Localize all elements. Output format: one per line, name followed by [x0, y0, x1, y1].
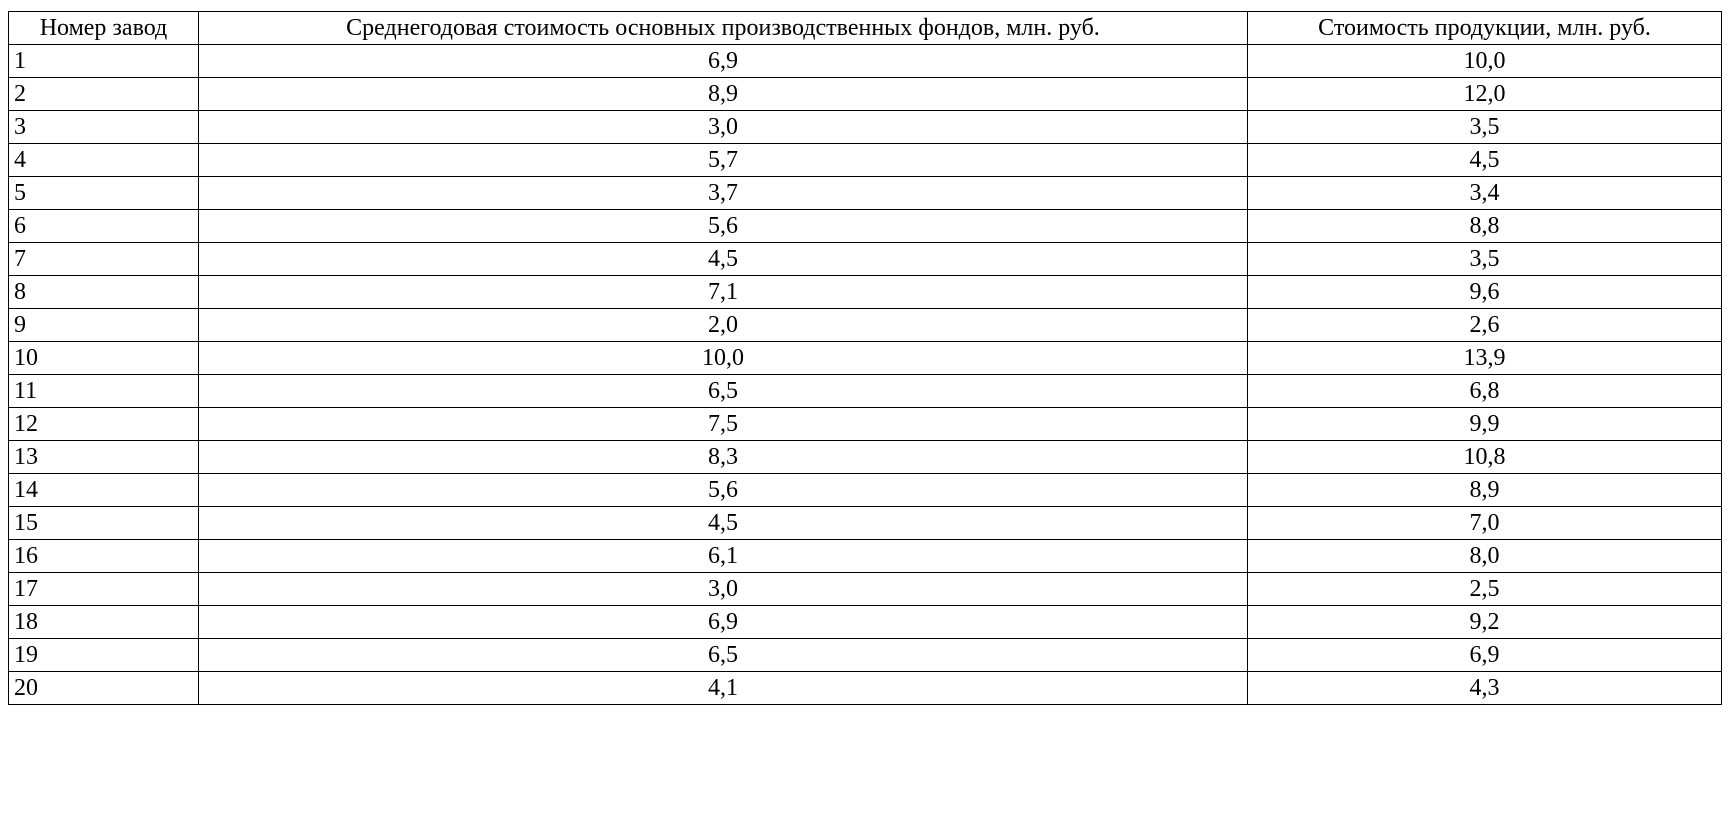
- cell-fixed-assets-cost: 3,0: [199, 573, 1248, 606]
- cell-factory-number: 9: [9, 309, 199, 342]
- factories-table: [8, 11, 1722, 705]
- table-row: [9, 177, 1722, 210]
- table-row: [9, 441, 1722, 474]
- cell-output-cost: 6,9: [1248, 639, 1722, 672]
- cell-output-cost: 8,0: [1248, 540, 1722, 573]
- table-row: [9, 507, 1722, 540]
- table-row: [9, 45, 1722, 78]
- cell-fixed-assets-cost: 8,3: [199, 441, 1248, 474]
- cell-output-cost: 12,0: [1248, 78, 1722, 111]
- table-header: [9, 12, 1722, 45]
- cell-fixed-assets-cost: 6,9: [199, 45, 1248, 78]
- table-row: [9, 309, 1722, 342]
- cell-fixed-assets-cost: 4,5: [199, 243, 1248, 276]
- cell-output-cost: 9,9: [1248, 408, 1722, 441]
- cell-fixed-assets-cost: 8,9: [199, 78, 1248, 111]
- table-row: [9, 540, 1722, 573]
- cell-factory-number: 16: [9, 540, 199, 573]
- cell-output-cost: 9,6: [1248, 276, 1722, 309]
- cell-factory-number: 3: [9, 111, 199, 144]
- cell-factory-number: 4: [9, 144, 199, 177]
- table-row: [9, 375, 1722, 408]
- cell-output-cost: 2,6: [1248, 309, 1722, 342]
- cell-fixed-assets-cost: 10,0: [199, 342, 1248, 375]
- table-row: [9, 144, 1722, 177]
- cell-fixed-assets-cost: 4,5: [199, 507, 1248, 540]
- cell-factory-number: 6: [9, 210, 199, 243]
- cell-fixed-assets-cost: 5,6: [199, 210, 1248, 243]
- cell-output-cost: 4,5: [1248, 144, 1722, 177]
- table-row: [9, 606, 1722, 639]
- table-row: [9, 408, 1722, 441]
- cell-factory-number: 10: [9, 342, 199, 375]
- table-row: [9, 111, 1722, 144]
- cell-factory-number: 20: [9, 672, 199, 705]
- cell-output-cost: 3,5: [1248, 111, 1722, 144]
- cell-output-cost: 7,0: [1248, 507, 1722, 540]
- cell-factory-number: 19: [9, 639, 199, 672]
- cell-factory-number: 18: [9, 606, 199, 639]
- cell-factory-number: 14: [9, 474, 199, 507]
- cell-factory-number: 15: [9, 507, 199, 540]
- cell-fixed-assets-cost: 6,5: [199, 375, 1248, 408]
- table-row: [9, 672, 1722, 705]
- cell-output-cost: 6,8: [1248, 375, 1722, 408]
- table-row: [9, 573, 1722, 606]
- cell-output-cost: 9,2: [1248, 606, 1722, 639]
- table-row: [9, 639, 1722, 672]
- table-row: [9, 78, 1722, 111]
- cell-fixed-assets-cost: 4,1: [199, 672, 1248, 705]
- cell-factory-number: 12: [9, 408, 199, 441]
- cell-fixed-assets-cost: 6,5: [199, 639, 1248, 672]
- cell-output-cost: 2,5: [1248, 573, 1722, 606]
- cell-fixed-assets-cost: 5,6: [199, 474, 1248, 507]
- cell-fixed-assets-cost: 6,9: [199, 606, 1248, 639]
- cell-output-cost: 13,9: [1248, 342, 1722, 375]
- cell-fixed-assets-cost: 6,1: [199, 540, 1248, 573]
- table-row: [9, 474, 1722, 507]
- cell-factory-number: 2: [9, 78, 199, 111]
- cell-factory-number: 1: [9, 45, 199, 78]
- cell-fixed-assets-cost: 7,5: [199, 408, 1248, 441]
- cell-output-cost: 3,4: [1248, 177, 1722, 210]
- table-row: [9, 342, 1722, 375]
- cell-output-cost: 10,8: [1248, 441, 1722, 474]
- cell-fixed-assets-cost: 2,0: [199, 309, 1248, 342]
- cell-factory-number: 17: [9, 573, 199, 606]
- cell-fixed-assets-cost: 3,0: [199, 111, 1248, 144]
- table-row: [9, 243, 1722, 276]
- cell-fixed-assets-cost: 3,7: [199, 177, 1248, 210]
- cell-fixed-assets-cost: 5,7: [199, 144, 1248, 177]
- cell-output-cost: 8,9: [1248, 474, 1722, 507]
- cell-output-cost: 4,3: [1248, 672, 1722, 705]
- header-output-cost: Стоимость продукции, млн. руб.: [1248, 12, 1722, 45]
- cell-output-cost: 8,8: [1248, 210, 1722, 243]
- cell-factory-number: 8: [9, 276, 199, 309]
- cell-factory-number: 7: [9, 243, 199, 276]
- cell-fixed-assets-cost: 7,1: [199, 276, 1248, 309]
- header-fixed-assets-cost: Среднегодовая стоимость основных производственных фондов, млн. руб.: [199, 12, 1248, 45]
- cell-factory-number: 11: [9, 375, 199, 408]
- cell-factory-number: 13: [9, 441, 199, 474]
- cell-factory-number: 5: [9, 177, 199, 210]
- cell-output-cost: 10,0: [1248, 45, 1722, 78]
- table-row: [9, 276, 1722, 309]
- cell-output-cost: 3,5: [1248, 243, 1722, 276]
- table-row: [9, 210, 1722, 243]
- header-factory-number: Номер завод: [9, 12, 199, 45]
- table-body: [9, 45, 1722, 705]
- header-row: [9, 12, 1722, 45]
